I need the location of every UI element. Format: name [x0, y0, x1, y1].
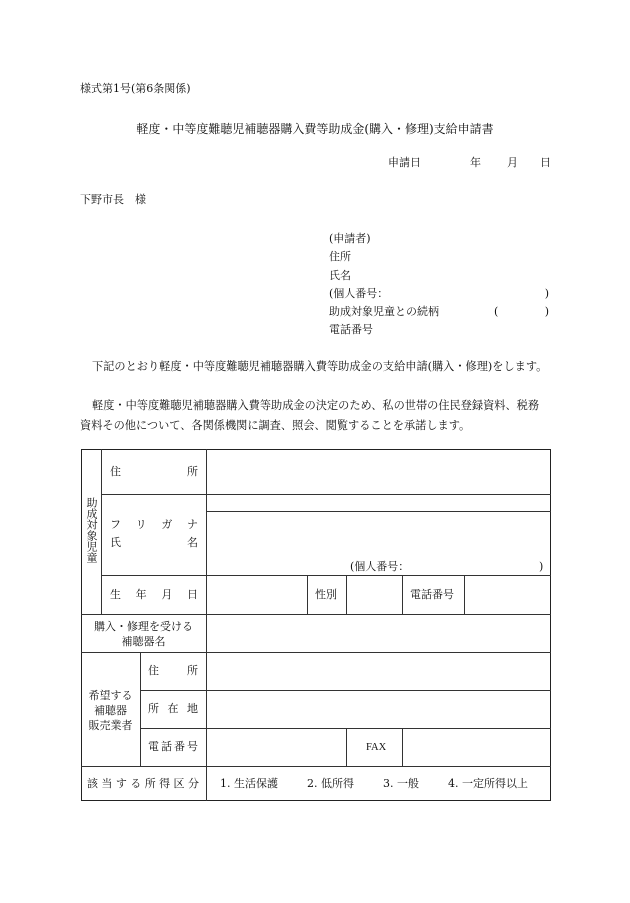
label-char: 番 [174, 740, 185, 753]
label-char: ナ [186, 518, 198, 531]
row-divider [101, 575, 551, 576]
label-char: 月 [161, 588, 173, 601]
column-divider [307, 575, 308, 614]
income-category-label [87, 777, 199, 791]
column-divider [206, 449, 207, 801]
birth-date-label [110, 588, 198, 602]
column-divider [346, 728, 347, 766]
child-phone-label: 電話番号 [410, 588, 454, 601]
row-divider [81, 652, 551, 653]
label-char: 電 [148, 740, 159, 753]
label-char: 得 [159, 777, 171, 790]
income-option-4[interactable]: 4. 一定所得以上 [448, 777, 528, 790]
applicant-my-number-label: (個人番号： [329, 286, 389, 300]
form-number: 様式第1号(第6条関係) [80, 82, 191, 95]
label-char: 日 [186, 588, 198, 601]
dealer-group-label: 希望する 補聴器 販売業者 [88, 689, 133, 732]
label-char: 当 [101, 777, 113, 790]
label-char: フ [110, 518, 121, 531]
applicant-name-label: 氏名 [329, 268, 351, 282]
child-group-label: 助成対象児童 [85, 497, 98, 563]
application-date-label: 申請日 [388, 156, 421, 169]
row-divider [81, 614, 551, 615]
income-option-2[interactable]: 2. 低所得 [307, 777, 354, 790]
label-char: 年 [135, 588, 147, 601]
application-statement: 下記のとおり軽度・中等度難聴児補聴器購入費等助成金の支給申請(購入・修理)をします。 [92, 360, 548, 373]
income-option-3[interactable]: 3. 一般 [383, 777, 419, 790]
label-char: 該 [87, 777, 98, 790]
label-char: ガ [161, 518, 173, 531]
applicant-heading: (申請者) [329, 232, 371, 245]
label-char: 所 [187, 664, 198, 677]
gender-label: 性別 [315, 588, 337, 601]
applicant-my-number-close: ) [544, 286, 549, 300]
applicant-relationship-open: ( [494, 305, 499, 319]
dealer-location-label [148, 702, 198, 716]
label-char: 名 [187, 536, 198, 549]
label-char: 所 [187, 465, 198, 478]
label-char: 所 [148, 702, 159, 715]
applicant-address-label: 住所 [329, 250, 351, 264]
date-year-label: 年 [470, 156, 481, 169]
applicant-relationship-close: ) [544, 305, 549, 319]
page-title: 軽度・中等度難聴児補聴器購入費等助成金(購入・修理)支給申請書 [136, 122, 494, 136]
applicant-my-number-row [329, 285, 554, 303]
applicant-block [329, 230, 554, 340]
row-divider [81, 766, 551, 767]
addressee: 下野市長 様 [80, 193, 146, 206]
label-char: す [115, 777, 127, 790]
label-char: 号 [187, 740, 198, 753]
row-divider [140, 690, 551, 691]
label-char: 分 [187, 777, 199, 790]
label-char: 区 [173, 777, 185, 790]
column-divider [346, 575, 347, 614]
dealer-address-label [148, 664, 198, 678]
applicant-relationship-row [329, 303, 554, 321]
child-name-label [110, 536, 198, 550]
column-divider [402, 575, 403, 614]
dealer-phone-label [148, 740, 198, 754]
child-furigana-label [110, 518, 198, 532]
label-char: 生 [110, 588, 121, 601]
label-char: 在 [167, 702, 179, 715]
label-char: リ [135, 518, 147, 531]
child-address-label [110, 465, 198, 479]
fax-label: FAX [366, 742, 387, 753]
label-char: 話 [161, 740, 172, 753]
label-char: る [130, 777, 142, 790]
consent-statement: 軽度・中等度難聴児補聴器購入費等助成金の決定のため、私の世帯の住民登録資料、税務資料その他について、各関係機関に調査、照会、閲覧することを承諾します。 [80, 399, 540, 432]
date-month-label: 月 [507, 156, 518, 169]
label-char: 住 [148, 664, 159, 677]
column-divider [402, 728, 403, 766]
column-divider [140, 652, 141, 766]
device-name-label: 購入・修理を受ける 補聴器名 [94, 620, 193, 648]
row-divider [101, 494, 551, 495]
date-day-label: 日 [540, 156, 551, 169]
applicant-relationship-label: 助成対象児童との続柄 [329, 305, 439, 319]
child-my-number-close: ) [539, 560, 544, 573]
column-divider [101, 449, 102, 614]
income-option-1[interactable]: 1. 生活保護 [220, 777, 278, 790]
label-char: 住 [110, 465, 121, 478]
row-divider [206, 511, 551, 512]
label-char: 所 [144, 777, 156, 790]
label-char: 氏 [110, 536, 121, 549]
child-my-number-label: (個人番号： [350, 560, 410, 573]
applicant-phone-label: 電話番号 [329, 323, 373, 337]
label-char: 地 [187, 702, 198, 715]
column-divider [464, 575, 465, 614]
